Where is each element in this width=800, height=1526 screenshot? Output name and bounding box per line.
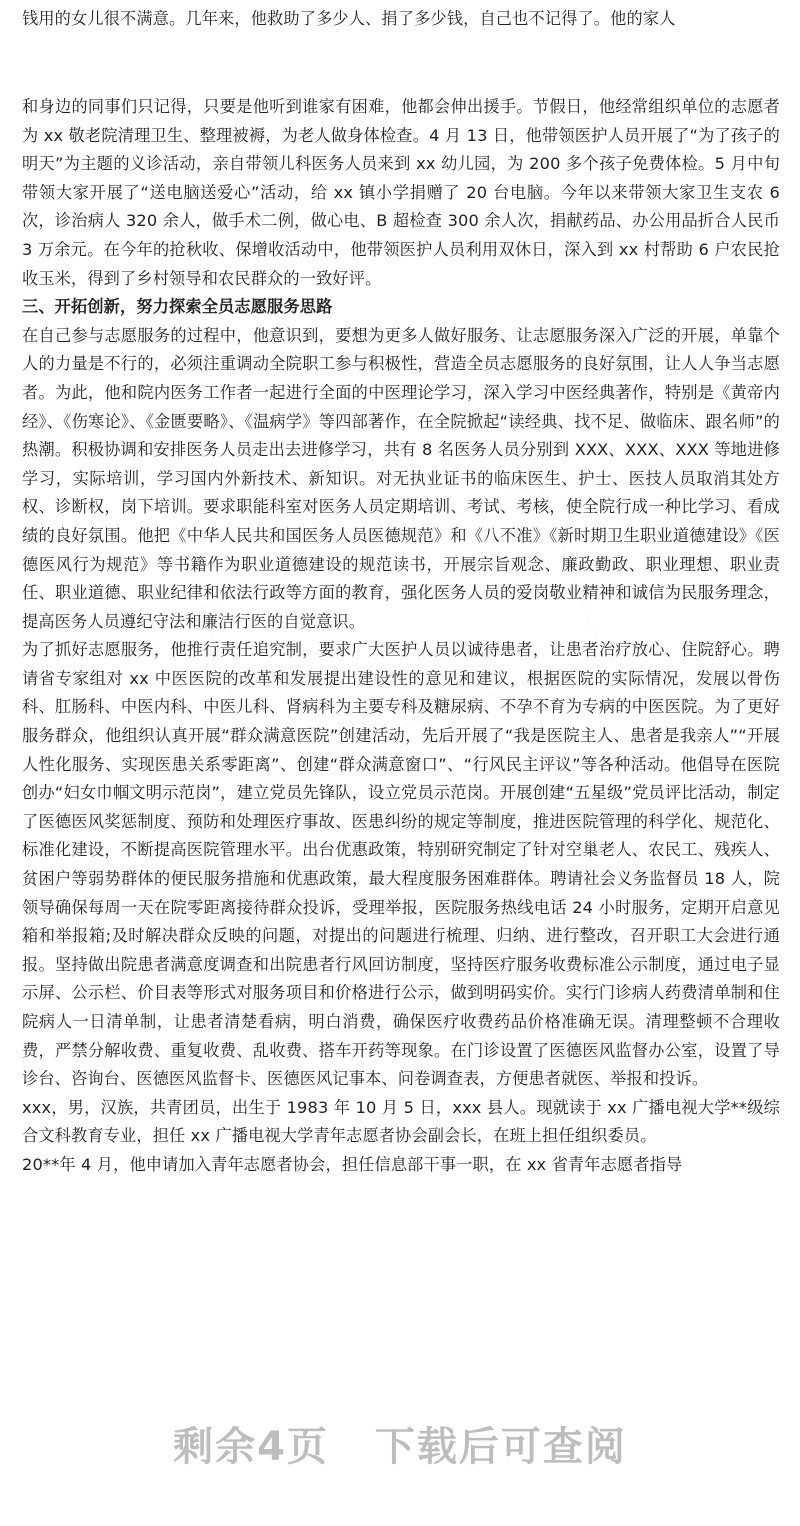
download-more-banner[interactable] — [0, 1415, 800, 1472]
main-text-block — [22, 93, 780, 1180]
paragraph-all-staff-volunteering: 在自己参与志愿服务的过程中，他意识到，要想为更多人做好服务、让志愿服务深入广泛的开展，单靠个人的力量是不行的，必须注重调动全院职工参与积极性，营造全员志愿服务的良好氛围，让人人争当志愿者。为此，他和院内医务工作者一起进行全面的中医理论学习，深入学习中医经典著作，特别是《黄帝内经》、《伤寒论》、《金匮要略》、《温病学》等四部著作，在全院掀起“读经典、找不足、做临床、跟名师”的热潮。积极协调和安排医务人员走出去进修学习，共有 8 名医务人员分别到 XXX、XXX、XXX 等地进修学习，实际培训，学习国内外新技术、新知识。对无执业证书的临床医生、护士、医技人员取消其处方权、诊断权，岗下培训。要求职能科室对医务人员定期培训、考试、考核，使全院行成一种比学习、看成绩的良好氛围。他把《中华人民共和国医务人员医德规范》和《八不准》《新时期卫生职业道德建设》《医德医风行为规范》等书籍作为职业道德建设的规范读书，开展宗旨观念、廉政勤政、职业理想、职业责任、职业道德、职业纪律和依法行政等方面的教育，强化医务人员的爱岗敬业精神和诚信为民服务理念，提高医务人员遵纪守法和廉洁行医的自觉意识。 — [22, 325, 780, 631]
top-text-block — [22, 0, 780, 33]
top-line-1 — [22, 0, 780, 5]
section-heading-3: 三、开拓创新，努力探索全员志愿服务思路 — [22, 297, 333, 317]
paragraph-profile: xxx，男，汉族，共青团员，出生于 1983 年 10 月 5 日，xxx 县人。现就读于 xx 广播电视大学**级综合文科教育专业，担任 xx 广播电视大学青年志愿者协会副会长，在班上担任组织委员。 — [22, 1097, 780, 1146]
paragraph-joining-association: 20**年 4 月，他申请加入青年志愿者协会，担任信息部干事一职，在 xx 省青年志愿者指导 — [22, 1154, 683, 1174]
paragraph-responsibility-system: 为了抓好志愿服务，他推行责任追究制，要求广大医护人员以诚待患者，让患者治疗放心、住院舒心。聘请省专家组对 xx 中医医院的改革和发展提出建设性的意见和建议，根据医院的实际情况，发展以骨伤科、肛肠科、中医内科、中医儿科、肾病科为主要专科及糖尿病、不孕不育为专病的中医医院。为了更好服务群众，他组织认真开展“群众满意医院”创建活动，先后开展了“我是医院主人、患者是我亲人”“开展人性化服务、实现医患关系零距离”、创建“群众满意窗口”、“行风民主评议”等各种活动。他倡导在医院创办“妇女巾帼文明示范岗”，建立党员先锋队，设立党员示范岗。开展创建“五星级”党员评比活动，制定了医德医风奖惩制度、预防和处理医疗事故、医患纠纷的规定等制度，推进医院管理的科学化、规范化、标准化建设，不断提高医院管理水平。出台优惠政策，特别研究制定了针对空巢老人、农民工、残疾人、贫困户等弱势群体的便民服务措施和优惠政策，最大程度服务困难群体。聘请社会义务监督员 18 人，院领导确保每周一天在院零距离接待群众投诉，受理举报，医院服务热线电话 24 小时服务，定期开启意见箱和举报箱;及时解决群众反映的问题，对提出的问题进行梳理、归纳、进行整改，召开职工大会进行通报。坚持做出院患者满意度调查和出院患者行风回访制度，坚持医疗服务收费标准公示制度，通过电子显示屏、公示栏、价目表等形式对服务项目和价格进行公示，做到明码实价。实行门诊病人药费清单制和住院病人一日清单制，让患者清楚看病，明白消费，确保医疗收费药品价格准确无误。清理整顿不合理收费，严禁分解收费、重复收费、乱收费、搭车开药等现象。在门诊设置了医德医风监督办公室，设置了导诊台、咨询台、医德医风监督卡、医德医风记事本、问卷调查表，方便患者就医、举报和投诉。 — [22, 640, 780, 1089]
remaining-pages-label: 剩余4页 — [173, 1424, 329, 1470]
download-hint-label: 下载后可查阅 — [374, 1424, 627, 1470]
top-line-2: 钱用的女儿很不满意。几年来，他救助了多少人、捐了多少钱，自己也不记得了。他的家人 — [22, 8, 676, 28]
paragraph-volunteer-activities: 和身边的同事们只记得，只要是他听到谁家有困难，他都会伸出援手。节假日，他经常组织单位的志愿者为 xx 敬老院清理卫生、整理被褥，为老人做身体检查。4 月 13 日，他带领医护人员开展了“为了孩子的明天”为主题的义诊活动，亲自带领儿科医务人员来到 xx 幼儿园，为 200 多个孩子免费体检。5 月中旬带领大家开展了“送电脑送爱心”活动，给 xx 镇小学捐赠了 20 台电脑。今年以来带领大家卫生支农 6 次，诊治病人 320 余人，做手术二例，做心电、B 超检查 300 余人次，捐献药品、办公用品折合人民币 3 万余元。在今年的抢秋收、保增收活动中，他带领医护人员利用双休日，深入到 xx 村帮助 6 户农民抢收玉米，得到了乡村领导和农民群众的一致好评。 — [22, 97, 781, 288]
